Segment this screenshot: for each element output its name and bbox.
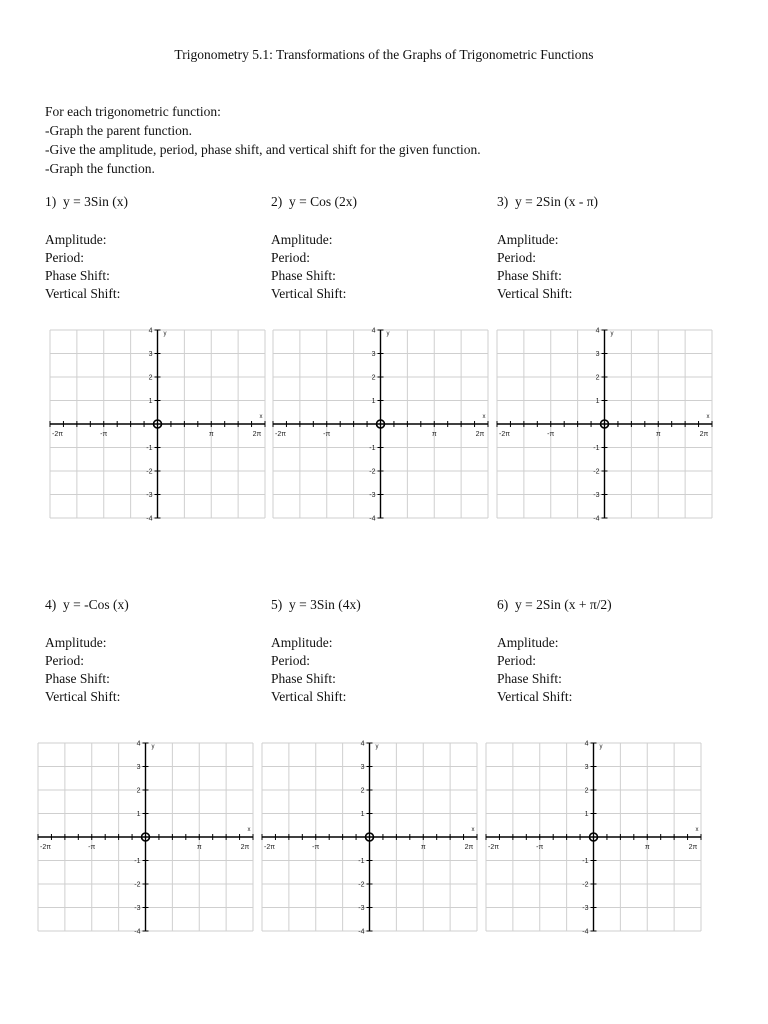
x-tick-label: -2π (488, 844, 500, 851)
problem-3 (497, 194, 717, 303)
y-tick-label: -3 (593, 492, 600, 499)
period-label: Period: (497, 653, 536, 668)
graph-grid-2[interactable] (273, 327, 488, 521)
instruction-line: -Graph the function. (45, 161, 155, 176)
x-tick-label: 2π (240, 844, 250, 851)
instructions (45, 102, 481, 178)
y-tick-label: -1 (358, 858, 365, 865)
problem-number: 6) (497, 597, 509, 612)
x-tick-label: -2π (264, 844, 276, 851)
x-tick-label: 2π (688, 844, 698, 851)
vertical-shift-label: Vertical Shift: (271, 286, 347, 301)
answer-fields (497, 634, 717, 706)
x-tick-label: -2π (275, 431, 287, 438)
amplitude-label: Amplitude: (271, 635, 333, 650)
y-tick-label: -1 (146, 445, 153, 452)
y-tick-label: 1 (584, 811, 589, 818)
equation-text: y = 2Sin (x + π/2) (515, 597, 612, 612)
y-axis-label: y (599, 744, 603, 750)
x-tick-label: π (196, 844, 202, 851)
x-axis-label: x (706, 414, 710, 420)
x-axis-label: x (695, 827, 699, 833)
phase-shift-label: Phase Shift: (45, 671, 110, 686)
graph-grid-1[interactable] (50, 327, 265, 521)
x-axis-label: x (259, 414, 263, 420)
amplitude-label: Amplitude: (45, 232, 107, 247)
y-axis-label: y (163, 331, 167, 337)
coordinate-grid (38, 740, 253, 934)
period-label: Period: (271, 653, 310, 668)
coordinate-grid (50, 327, 265, 521)
phase-shift-label: Phase Shift: (271, 671, 336, 686)
x-tick-label: -π (312, 844, 320, 851)
x-tick-label: π (655, 431, 661, 438)
x-tick-label: -π (323, 431, 331, 438)
y-tick-label: 4 (371, 327, 376, 335)
x-tick-label: 2π (699, 431, 709, 438)
y-tick-label: -2 (146, 468, 153, 476)
y-tick-label: -4 (582, 928, 589, 936)
graph-grid-6[interactable] (486, 740, 701, 934)
y-axis-label: y (610, 331, 614, 337)
y-tick-label: 3 (360, 764, 365, 771)
y-tick-label: 4 (148, 327, 153, 335)
coordinate-grid (486, 740, 701, 934)
problem-number: 3) (497, 194, 509, 209)
x-axis-label: x (482, 414, 486, 420)
vertical-shift-label: Vertical Shift: (45, 286, 121, 301)
period-label: Period: (271, 250, 310, 265)
y-tick-label: 3 (584, 764, 589, 771)
y-tick-label: 2 (148, 374, 153, 382)
problem-equation (497, 194, 717, 213)
y-tick-label: 2 (136, 787, 141, 795)
phase-shift-label: Phase Shift: (271, 268, 336, 283)
vertical-shift-label: Vertical Shift: (497, 286, 573, 301)
problem-number: 2) (271, 194, 283, 209)
x-tick-label: -2π (40, 844, 52, 851)
y-tick-label: -2 (582, 881, 589, 889)
y-axis-label: y (386, 331, 390, 337)
period-label: Period: (45, 653, 84, 668)
problem-5 (271, 597, 491, 706)
problem-1 (45, 194, 265, 303)
y-tick-label: -2 (358, 881, 365, 889)
y-axis-label: y (151, 744, 155, 750)
amplitude-label: Amplitude: (497, 232, 559, 247)
vertical-shift-label: Vertical Shift: (271, 689, 347, 704)
y-tick-label: -3 (582, 905, 589, 912)
y-tick-label: -1 (582, 858, 589, 865)
coordinate-grid (497, 327, 712, 521)
y-tick-label: 4 (595, 327, 600, 335)
equation-text: y = 3Sin (x) (63, 194, 128, 209)
vertical-shift-label: Vertical Shift: (497, 689, 573, 704)
x-tick-label: -2π (499, 431, 511, 438)
x-tick-label: -2π (52, 431, 64, 438)
equation-text: y = 2Sin (x - π) (515, 194, 599, 209)
phase-shift-label: Phase Shift: (497, 671, 562, 686)
period-label: Period: (497, 250, 536, 265)
y-tick-label: -2 (593, 468, 600, 476)
y-tick-label: 2 (360, 787, 365, 795)
instruction-line: -Give the amplitude, period, phase shift, and vertical shift for the given function. (45, 142, 481, 157)
y-tick-label: -4 (146, 515, 153, 523)
y-axis-label: y (375, 744, 379, 750)
page-title: Trigonometry 5.1: Transformations of the Graphs of Trigonometric Functions (174, 47, 594, 62)
x-tick-label: -π (547, 431, 555, 438)
y-tick-label: 1 (371, 398, 376, 405)
vertical-shift-label: Vertical Shift: (45, 689, 121, 704)
y-tick-label: 1 (360, 811, 365, 818)
y-tick-label: -4 (593, 515, 600, 523)
y-tick-label: 1 (595, 398, 600, 405)
y-tick-label: -3 (146, 492, 153, 499)
x-axis-label: x (247, 827, 251, 833)
problem-number: 5) (271, 597, 283, 612)
y-tick-label: 3 (136, 764, 141, 771)
problem-equation (497, 597, 717, 616)
y-tick-label: -3 (134, 905, 141, 912)
y-tick-label: -2 (369, 468, 376, 476)
answer-fields (271, 231, 491, 303)
answer-fields (497, 231, 717, 303)
y-tick-label: 1 (148, 398, 153, 405)
phase-shift-label: Phase Shift: (497, 268, 562, 283)
phase-shift-label: Phase Shift: (45, 268, 110, 283)
x-tick-label: π (431, 431, 437, 438)
problem-equation (271, 597, 491, 616)
problem-6 (497, 597, 717, 706)
problem-number: 1) (45, 194, 57, 209)
graph-grid-5[interactable] (262, 740, 477, 934)
answer-fields (45, 231, 265, 303)
coordinate-grid (273, 327, 488, 521)
x-tick-label: π (208, 431, 214, 438)
y-tick-label: -4 (358, 928, 365, 936)
x-tick-label: π (420, 844, 426, 851)
x-tick-label: 2π (475, 431, 485, 438)
y-tick-label: -4 (134, 928, 141, 936)
y-tick-label: 4 (136, 740, 141, 748)
y-tick-label: -1 (593, 445, 600, 452)
x-tick-label: 2π (464, 844, 474, 851)
problem-equation (271, 194, 491, 213)
y-tick-label: 3 (371, 351, 376, 358)
coordinate-grid (262, 740, 477, 934)
answer-fields (45, 634, 265, 706)
y-tick-label: -4 (369, 515, 376, 523)
amplitude-label: Amplitude: (497, 635, 559, 650)
y-tick-label: -3 (369, 492, 376, 499)
y-tick-label: -1 (134, 858, 141, 865)
instruction-line: -Graph the parent function. (45, 123, 192, 138)
equation-text: y = 3Sin (4x) (289, 597, 361, 612)
y-tick-label: 1 (136, 811, 141, 818)
y-tick-label: -1 (369, 445, 376, 452)
x-tick-label: -π (88, 844, 96, 851)
y-tick-label: 2 (595, 374, 600, 382)
problem-2 (271, 194, 491, 303)
x-tick-label: 2π (252, 431, 262, 438)
instruction-line: For each trigonometric function: (45, 104, 221, 119)
y-tick-label: 3 (148, 351, 153, 358)
y-tick-label: -3 (358, 905, 365, 912)
y-tick-label: 3 (595, 351, 600, 358)
y-tick-label: 2 (584, 787, 589, 795)
x-tick-label: -π (100, 431, 108, 438)
problem-equation (45, 194, 265, 213)
x-tick-label: -π (536, 844, 544, 851)
equation-text: y = -Cos (x) (63, 597, 129, 612)
graph-grid-4[interactable] (38, 740, 253, 934)
equation-text: y = Cos (2x) (289, 194, 357, 209)
problem-equation (45, 597, 265, 616)
answer-fields (271, 634, 491, 706)
y-tick-label: -2 (134, 881, 141, 889)
x-tick-label: π (644, 844, 650, 851)
y-tick-label: 4 (584, 740, 589, 748)
period-label: Period: (45, 250, 84, 265)
amplitude-label: Amplitude: (45, 635, 107, 650)
problem-4 (45, 597, 265, 706)
y-tick-label: 4 (360, 740, 365, 748)
amplitude-label: Amplitude: (271, 232, 333, 247)
problem-number: 4) (45, 597, 57, 612)
graph-grid-3[interactable] (497, 327, 712, 521)
y-tick-label: 2 (371, 374, 376, 382)
x-axis-label: x (471, 827, 475, 833)
